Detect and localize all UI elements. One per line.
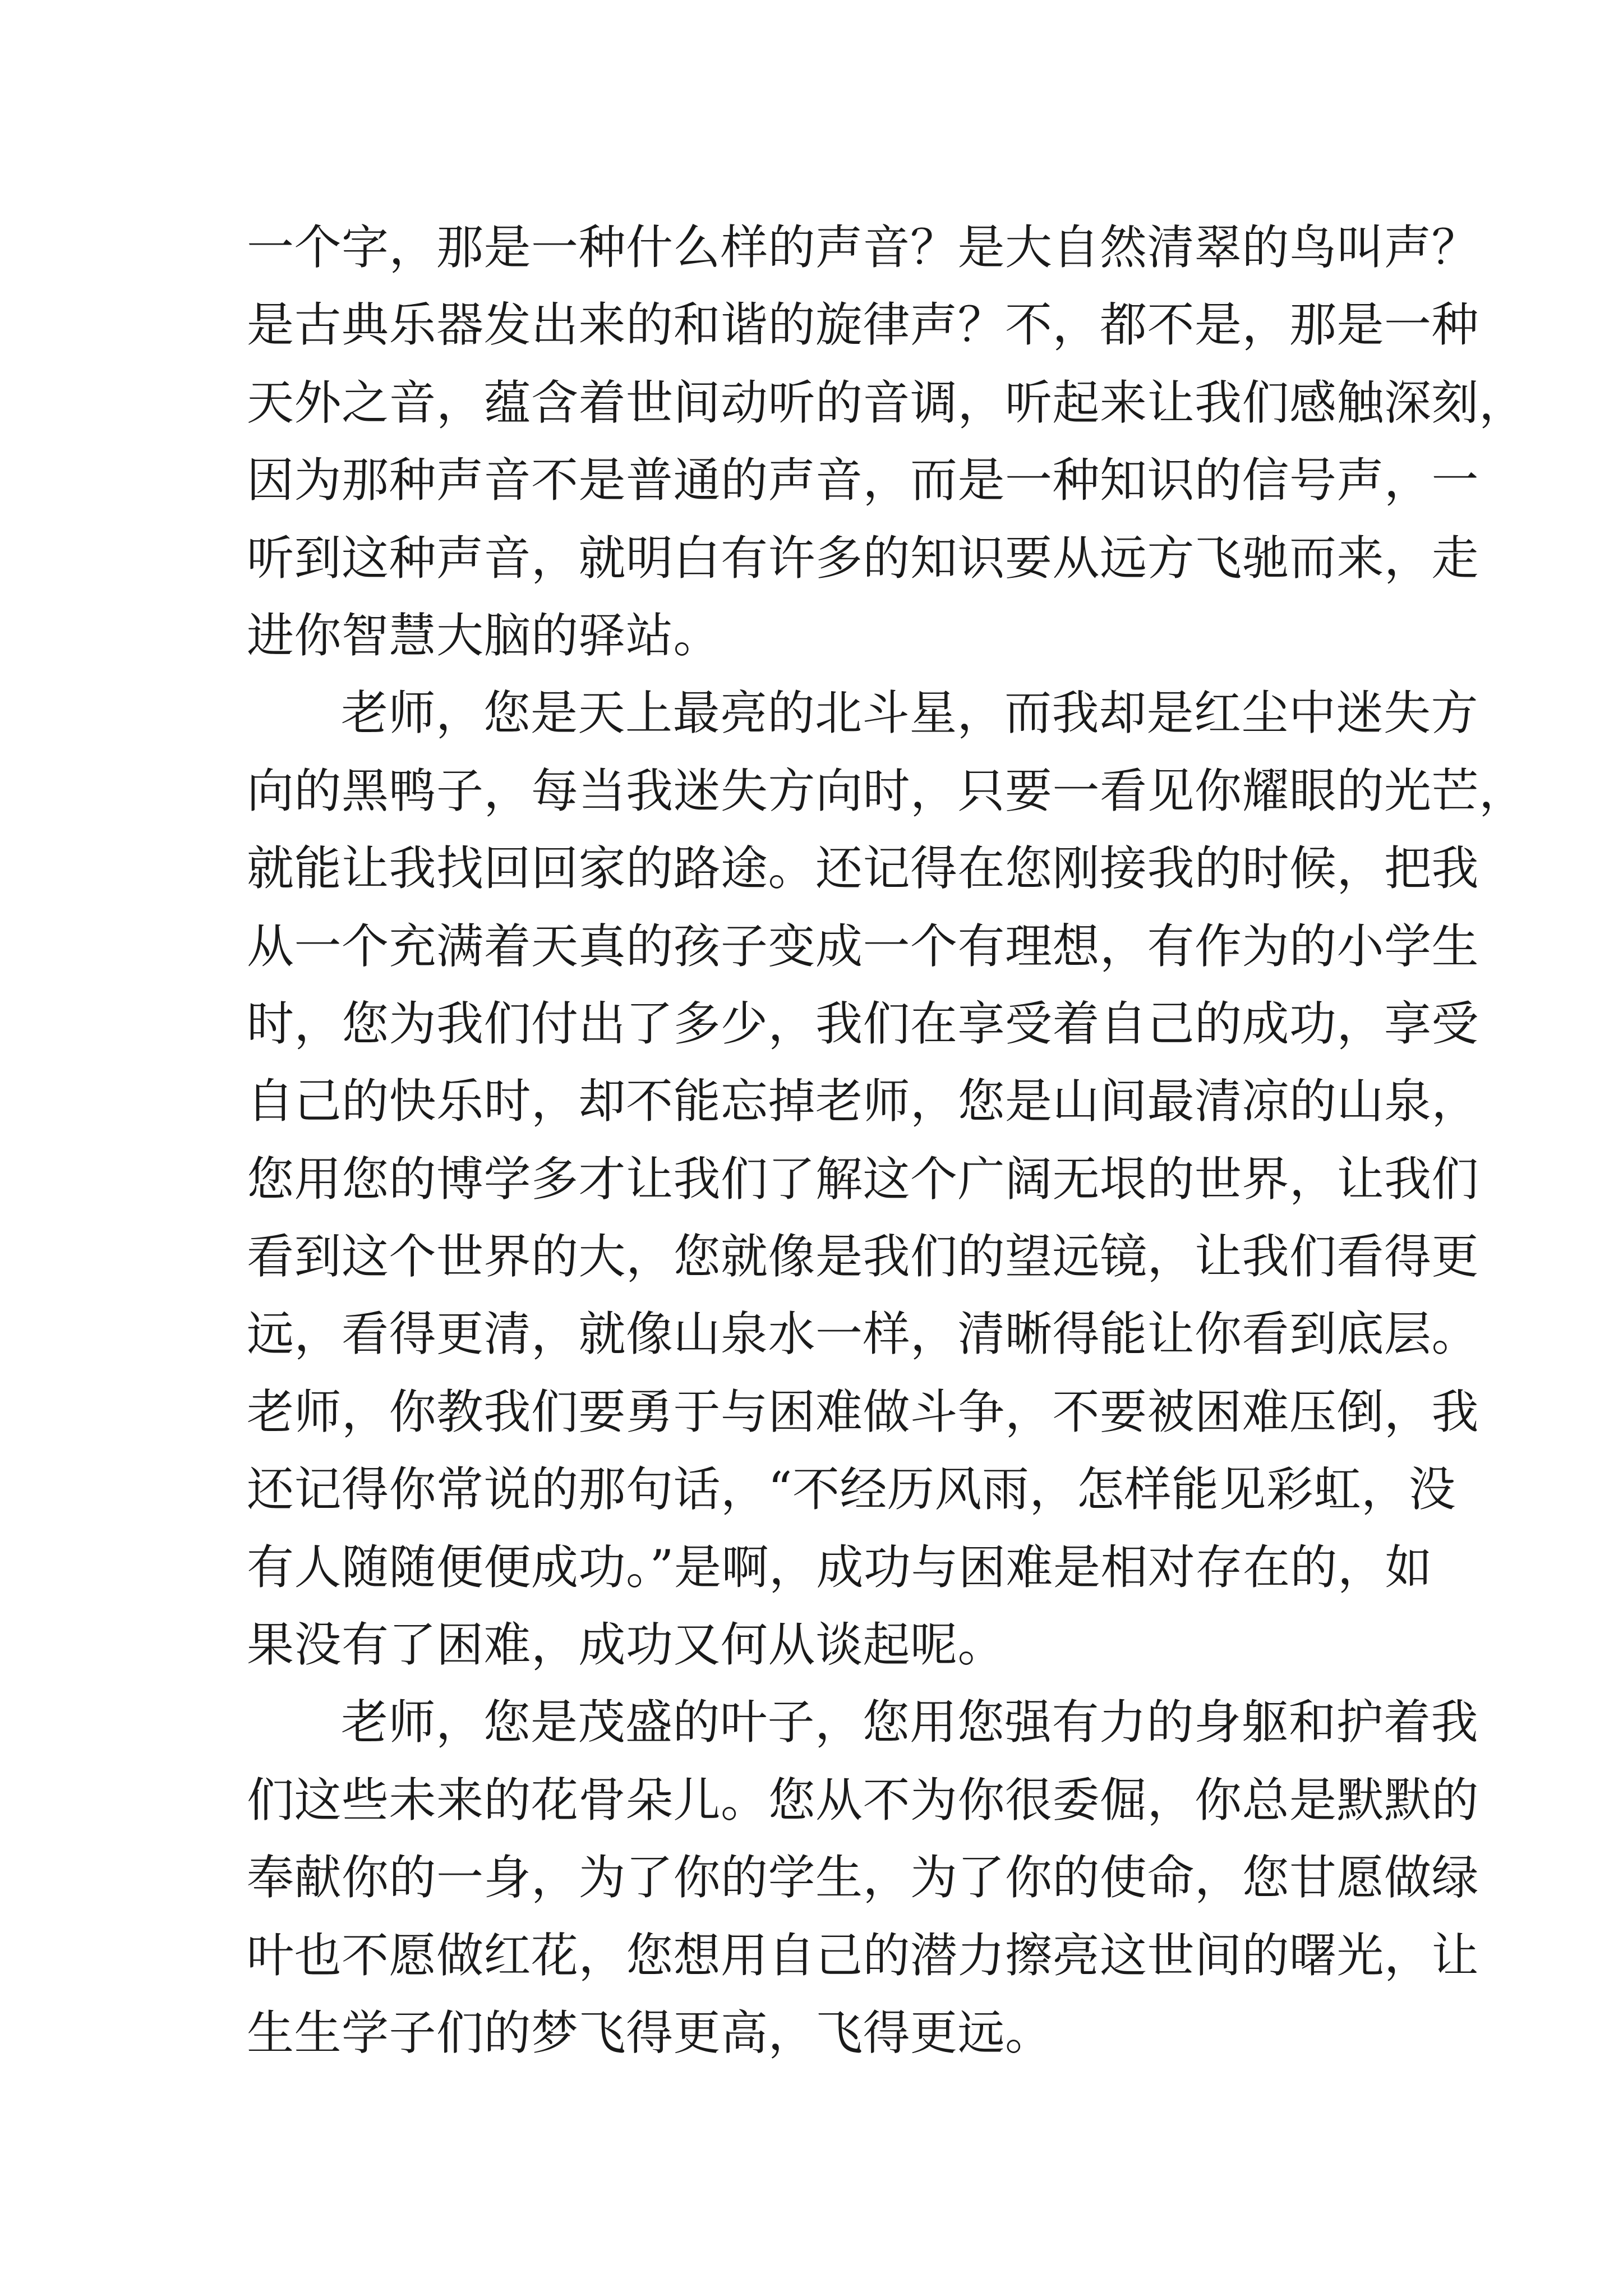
paragraph-3 — [247, 1683, 1479, 2072]
text-line: 就能让我找回回家的路途。还记得在您刚接我的时候，把我 — [247, 841, 1479, 896]
text-line: 您用您的博学多才让我们了解这个广阔无垠的世界，让我们 — [247, 1151, 1479, 1207]
text-line: 进你智慧大脑的驿站。 — [247, 608, 721, 663]
text-line: 从一个充满着天真的孩子变成一个有理想，有作为的小学生 — [247, 918, 1479, 974]
text-line: 因为那种声音不是普通的声音，而是一种知识的信号声，一 — [247, 453, 1479, 508]
text-line: 天外之音，蕴含着世间动听的音调，听起来让我们感触深刻， — [247, 375, 1527, 430]
text-line: 老师，您是天上最亮的北斗星，而我却是红尘中迷失方 — [341, 685, 1479, 741]
text-line: 向的黑鸭子，每当我迷失方向时，只要一看见你耀眼的光芒， — [247, 763, 1527, 818]
text-line: 奉献你的一身，为了你的学生，为了你的使命，您甘愿做绿 — [247, 1850, 1479, 1906]
text-line: 老师，您是茂盛的叶子，您用您强有力的身躯和护着我 — [341, 1695, 1479, 1750]
text-line: 果没有了困难，成功又何从谈起呢。 — [247, 1617, 1006, 1673]
text-line: 自己的快乐时，却不能忘掉老师，您是山间最清凉的山泉， — [247, 1074, 1479, 1129]
text-line: 看到这个世界的大，您就像是我们的望远镜，让我们看得更 — [247, 1229, 1479, 1285]
text-line: 时，您为我们付出了多少，我们在享受着自己的成功，享受 — [247, 996, 1479, 1051]
text-line: 是古典乐器发出来的和谐的旋律声？不，都不是，那是一种 — [247, 297, 1479, 353]
essay-body — [247, 209, 1527, 2072]
text-line: 远，看得更清，就像山泉水一样，清晰得能让你看到底层。 — [247, 1306, 1479, 1362]
text-line: 老师，你教我们要勇于与困难做斗争，不要被困难压倒，我 — [247, 1384, 1479, 1439]
paragraph-2 — [247, 674, 1527, 1683]
text-line: 有人随随便便成功。”是啊，成功与困难是相对存在的，如 — [247, 1539, 1432, 1595]
text-line: 一个字，那是一种什么样的声音？是大自然清翠的鸟叫声？ — [247, 220, 1479, 275]
text-line: 叶也不愿做红花，您想用自己的潜力擦亮这世间的曙光，让 — [247, 1927, 1479, 1983]
paragraph-1 — [247, 209, 1527, 674]
text-line: 听到这种声音，就明白有许多的知识要从远方飞驰而来，走 — [247, 530, 1479, 586]
text-line: 们这些未来的花骨朵儿。您从不为你很委倔，你总是默默的 — [247, 1772, 1479, 1828]
text-line: 还记得你常说的那句话，“不经历风雨，怎样能见彩虹，没 — [247, 1462, 1456, 1517]
text-line: 生生学子们的梦飞得更高，飞得更远。 — [247, 2005, 1053, 2060]
